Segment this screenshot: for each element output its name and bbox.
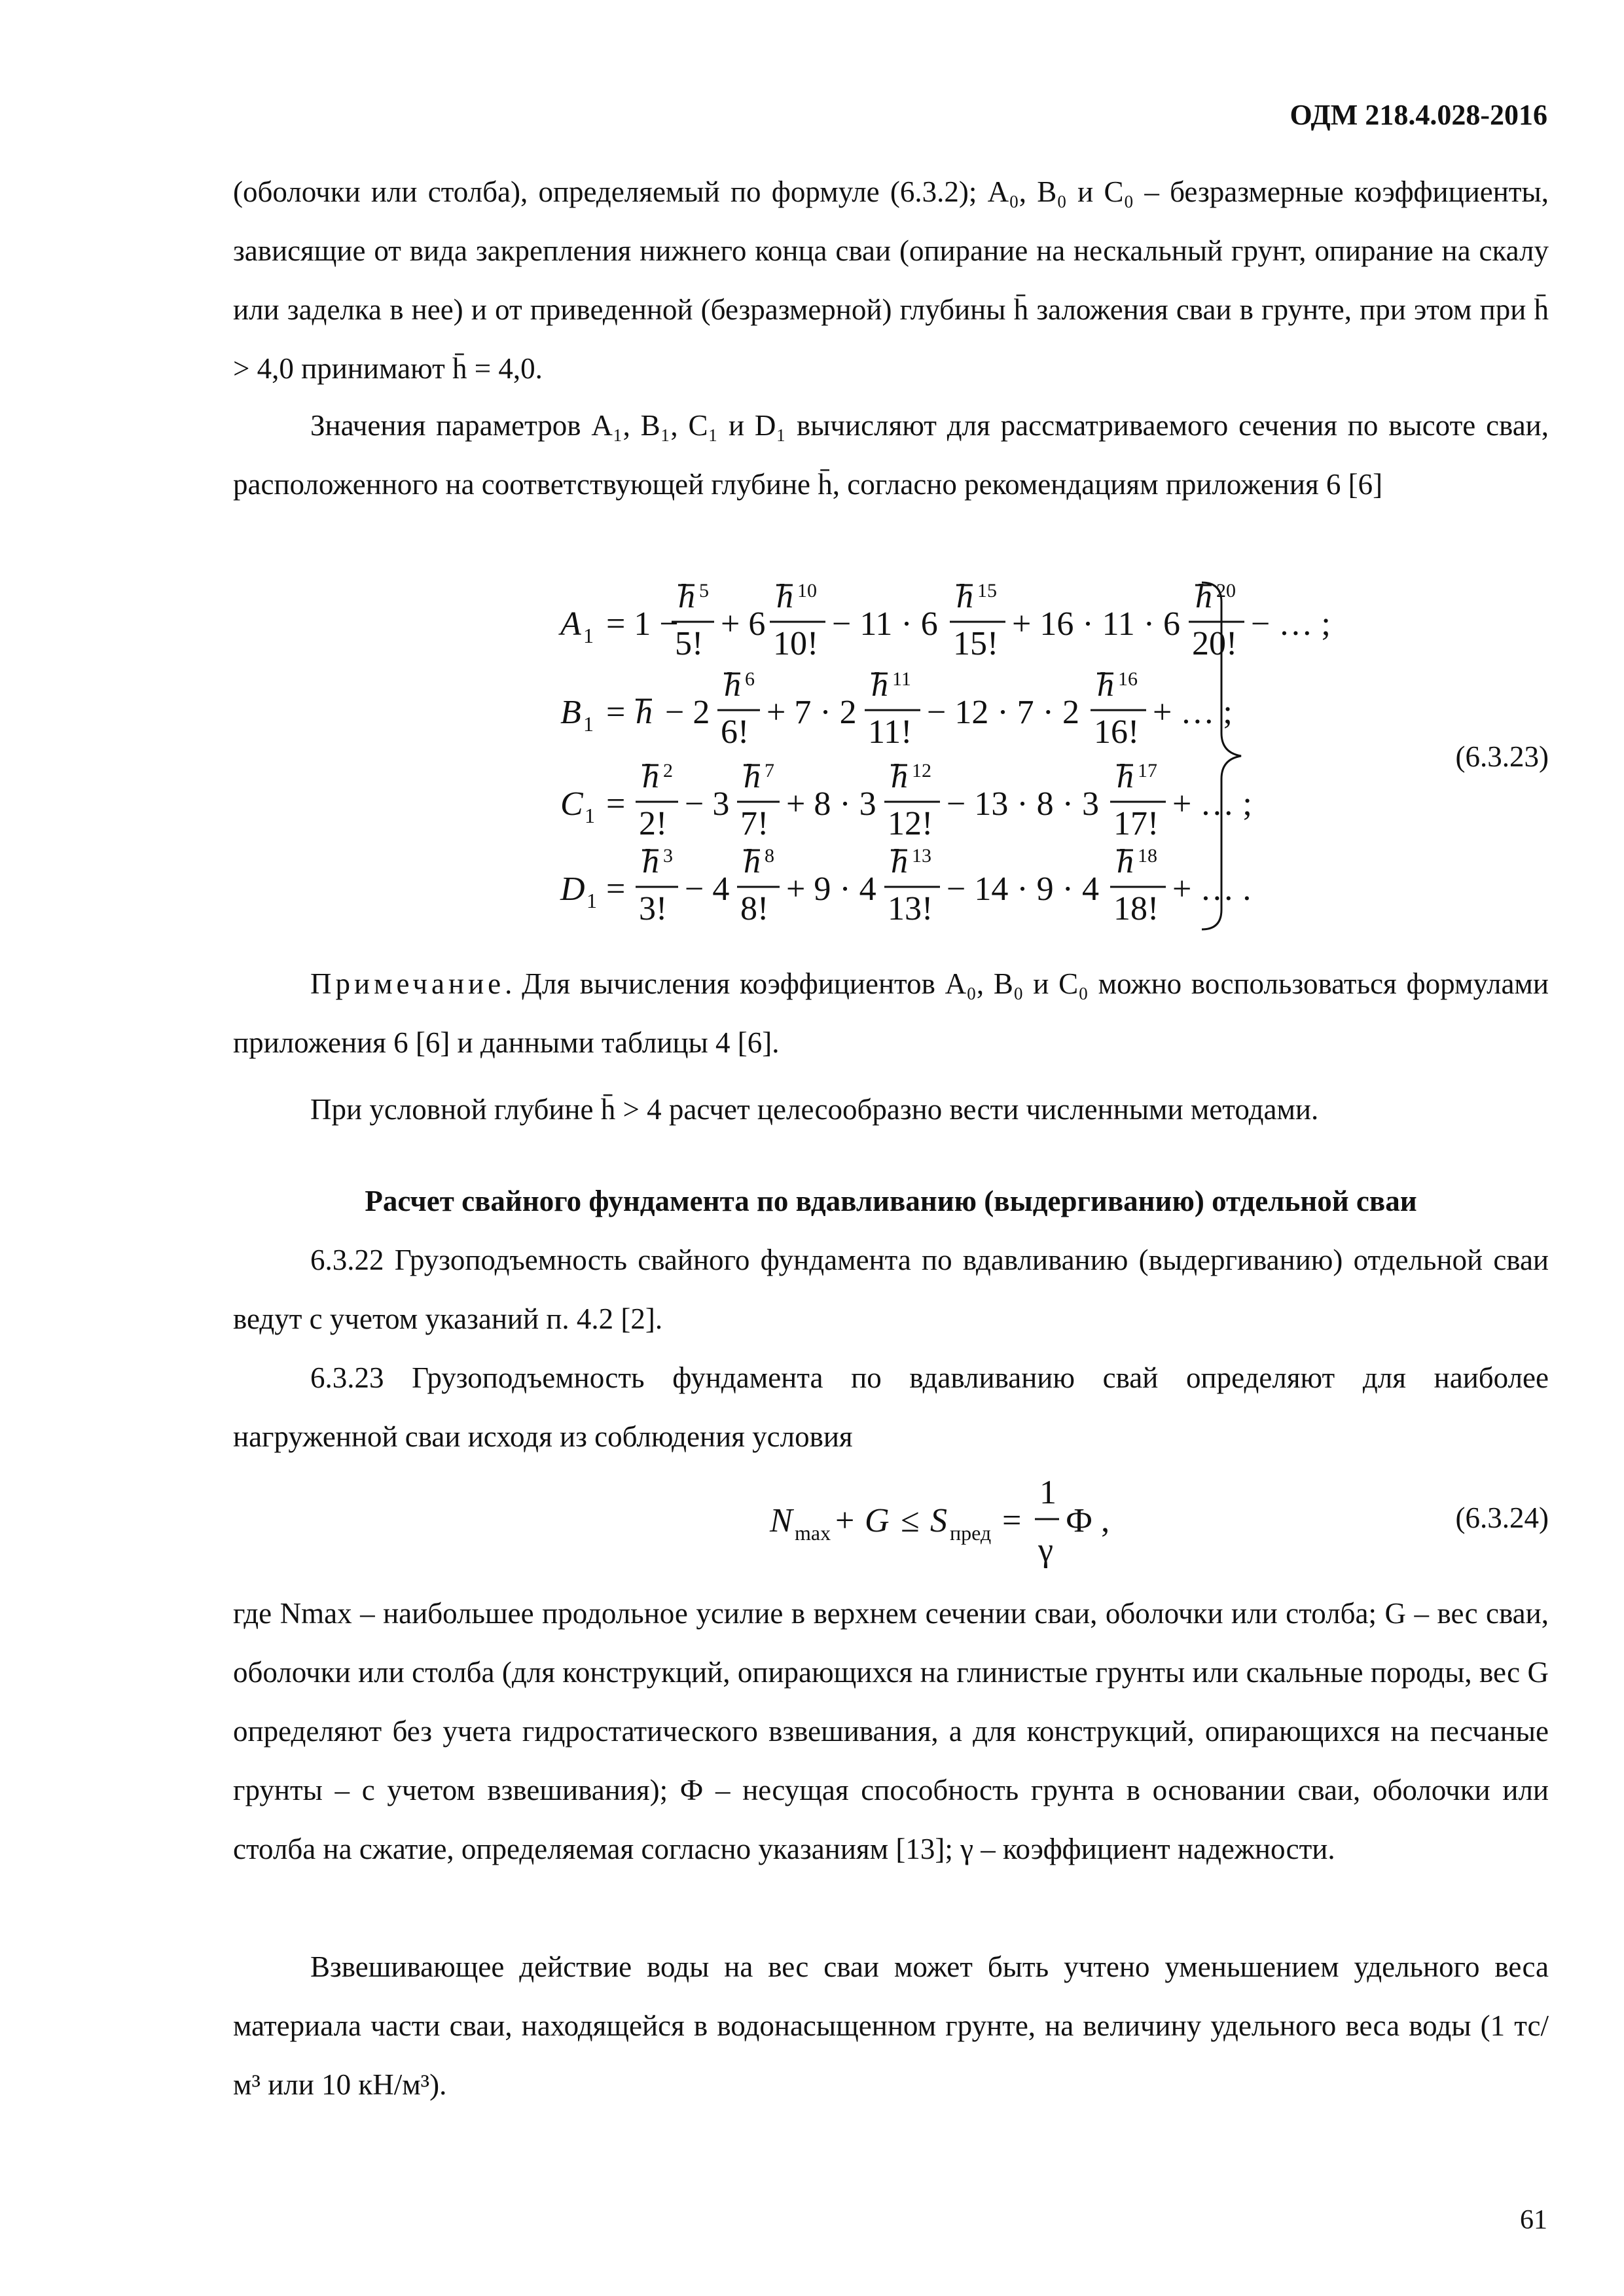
svg-text:2!: 2! bbox=[639, 805, 668, 842]
equation-number-6-3-23: (6.3.23) bbox=[1455, 740, 1549, 773]
paragraph-4 bbox=[233, 1230, 1549, 1348]
svg-text:10!: 10! bbox=[773, 625, 819, 662]
svg-text:пред: пред bbox=[950, 1521, 992, 1545]
note-paragraph bbox=[233, 954, 1549, 1072]
svg-text:A: A bbox=[560, 605, 581, 643]
svg-text:h: h bbox=[1097, 666, 1114, 704]
svg-text:h: h bbox=[956, 578, 973, 615]
page-number: 61 bbox=[1520, 2205, 1547, 2235]
svg-text:− 12 · 7 · 2: − 12 · 7 · 2 bbox=[927, 694, 1079, 731]
paragraph-2-text: Значения параметров A₁, B₁, C₁ и D₁ вычисляют для рассматриваемого сечения по высоте сваи, расположенного на соответствующей глубине h̄, согласно рекомендациям приложения 6 [6] bbox=[233, 409, 1549, 501]
note-label: Примечание bbox=[310, 967, 505, 1000]
paragraph-5-text: 6.3.23 Грузоподъемность фундамента по вдавливанию свай определяют для наиболее нагруженной сваи исходя из соблюдения условия bbox=[233, 1361, 1549, 1453]
svg-text:7!: 7! bbox=[740, 805, 769, 842]
svg-text:h: h bbox=[891, 843, 908, 880]
svg-text:12!: 12! bbox=[888, 805, 933, 842]
equation-6-3-24-svg bbox=[233, 1463, 1549, 1581]
svg-text:− 2: − 2 bbox=[665, 694, 710, 731]
svg-text:G: G bbox=[865, 1502, 890, 1539]
svg-text:11!: 11! bbox=[868, 713, 912, 751]
svg-text:1: 1 bbox=[586, 889, 597, 912]
svg-text:6!: 6! bbox=[721, 713, 749, 751]
svg-text:16: 16 bbox=[1118, 668, 1138, 690]
svg-text:18!: 18! bbox=[1113, 890, 1159, 927]
paragraph-3-text: При условной глубине h̄ > 4 расчет целесообразно вести численными методами. bbox=[310, 1093, 1319, 1126]
document-code: ОДМ 218.4.028-2016 bbox=[1290, 99, 1547, 131]
svg-text:17!: 17! bbox=[1113, 805, 1159, 842]
svg-text:1: 1 bbox=[585, 804, 595, 827]
svg-text:7: 7 bbox=[765, 760, 774, 781]
svg-text:+ … ;: + … ; bbox=[1153, 694, 1233, 731]
svg-text:h: h bbox=[636, 694, 653, 731]
paragraph-7 bbox=[233, 1937, 1549, 2114]
equation-d1 bbox=[560, 843, 1251, 927]
svg-text:6: 6 bbox=[745, 668, 755, 690]
svg-text:γ: γ bbox=[1038, 1532, 1053, 1569]
svg-text:=: = bbox=[1002, 1502, 1022, 1539]
svg-text:− 4: − 4 bbox=[685, 870, 730, 908]
svg-text:12: 12 bbox=[912, 760, 931, 781]
svg-text:+ … .: + … . bbox=[1172, 870, 1252, 908]
equation-a1 bbox=[558, 578, 1331, 662]
svg-text:h: h bbox=[1195, 578, 1212, 615]
svg-text:h: h bbox=[744, 843, 761, 880]
svg-text:h: h bbox=[642, 843, 659, 880]
svg-text:N: N bbox=[770, 1502, 793, 1539]
svg-text:S: S bbox=[930, 1502, 947, 1539]
svg-text:8!: 8! bbox=[740, 890, 769, 927]
svg-text:C: C bbox=[560, 785, 583, 823]
svg-text:+ … ;: + … ; bbox=[1172, 785, 1252, 823]
svg-text:h: h bbox=[871, 666, 888, 704]
equation-b1 bbox=[560, 666, 1233, 751]
svg-text:h: h bbox=[724, 666, 741, 704]
equation-6-3-23 bbox=[233, 576, 1549, 942]
svg-text:11: 11 bbox=[892, 668, 911, 690]
svg-text:h: h bbox=[1117, 843, 1134, 880]
note bbox=[233, 954, 1549, 1072]
svg-text:13: 13 bbox=[912, 845, 931, 867]
svg-text:10: 10 bbox=[797, 580, 817, 601]
paragraph-3 bbox=[233, 1080, 1549, 1139]
svg-text:18: 18 bbox=[1138, 845, 1157, 867]
svg-text:+ 9 · 4: + 9 · 4 bbox=[786, 870, 876, 908]
svg-text:1: 1 bbox=[583, 712, 594, 736]
equation-system-svg bbox=[233, 576, 1549, 942]
svg-text:− 11 · 6: − 11 · 6 bbox=[832, 605, 938, 643]
svg-text:h: h bbox=[678, 578, 695, 615]
svg-text:15: 15 bbox=[977, 580, 997, 601]
svg-text:+ 6: + 6 bbox=[721, 605, 766, 643]
svg-text:=: = bbox=[606, 785, 626, 823]
svg-text:+: + bbox=[835, 1502, 855, 1539]
svg-text:D: D bbox=[560, 870, 585, 908]
svg-text:1: 1 bbox=[583, 624, 594, 647]
svg-text:− … ;: − … ; bbox=[1251, 605, 1331, 643]
svg-text:h: h bbox=[776, 578, 793, 615]
svg-text:15!: 15! bbox=[953, 625, 999, 662]
svg-text:1: 1 bbox=[1039, 1474, 1056, 1511]
svg-text:16!: 16! bbox=[1094, 713, 1140, 751]
svg-text:= 1 −: = 1 − bbox=[606, 605, 679, 643]
svg-text:− 13 · 8 · 3: − 13 · 8 · 3 bbox=[947, 785, 1099, 823]
svg-text:5: 5 bbox=[699, 580, 709, 601]
paragraph-6 bbox=[233, 1584, 1549, 1878]
paragraph-4-text: 6.3.22 Грузоподъемность свайного фундамента по вдавливанию (выдергиванию) отдельной сваи ведут с учетом указаний п. 4.2 [2]. bbox=[233, 1244, 1549, 1335]
svg-text:20!: 20! bbox=[1192, 625, 1238, 662]
section-heading-text: Расчет свайного фундамента по вдавливанию (выдергиванию) отдельной сваи bbox=[365, 1185, 1417, 1217]
svg-text:+ 7 · 2: + 7 · 2 bbox=[767, 694, 857, 731]
svg-text:+ 8 · 3: + 8 · 3 bbox=[786, 785, 876, 823]
svg-text:3: 3 bbox=[663, 845, 673, 867]
svg-text:=: = bbox=[606, 694, 626, 731]
section-heading bbox=[233, 1172, 1549, 1230]
svg-text:max: max bbox=[795, 1521, 831, 1545]
paragraph-7-text: Взвешивающее действие воды на вес сваи может быть учтено уменьшением удельного веса материала части сваи, находящейся в водонасыщенном грунте, на величину удельного веса воды (1 тс/м³ или 10 кН/м³). bbox=[233, 1950, 1549, 2101]
equation-6-3-24 bbox=[233, 1463, 1549, 1581]
svg-text:≤: ≤ bbox=[901, 1502, 920, 1539]
svg-text:5!: 5! bbox=[675, 625, 704, 662]
svg-text:8: 8 bbox=[765, 845, 774, 867]
paragraph-1 bbox=[233, 162, 1549, 398]
svg-text:h: h bbox=[1117, 758, 1134, 795]
paragraph-1-text: (оболочки или столба), определяемый по формуле (6.3.2); A₀, B₀ и C₀ – безразмерные коэффициенты, зависящие от вида закрепления нижнего конца сваи (опирание на нескальный грунт, опирание на скалу или заделка в нее) и от приведенной (безразмерной) глубины h̄ заложения сваи в грунте, при этом при h̄ > 4,0 принимают h̄ = 4,0. bbox=[233, 175, 1549, 385]
svg-text:h: h bbox=[744, 758, 761, 795]
svg-text:Ф ,: Ф , bbox=[1066, 1502, 1110, 1539]
svg-text:2: 2 bbox=[663, 760, 673, 781]
paragraph-5 bbox=[233, 1348, 1549, 1466]
svg-text:h: h bbox=[891, 758, 908, 795]
svg-text:+ 16 · 11 · 6: + 16 · 11 · 6 bbox=[1012, 605, 1181, 643]
paragraph-6-text: где Nmax – наибольшее продольное усилие в верхнем сечении сваи, оболочки или столба; G – вес сваи, оболочки или столба (для конструкций, опирающихся на глинистые грунты или скальные породы, вес G определяют без учета гидростатического взвешивания, а для конструкций, опирающихся на песчаные грунты – с учетом взвешивания); Ф – несущая способность грунта в основании сваи, оболочки или столба на сжатие, определяемая согласно указаниям [13]; γ – коэффициент надежности. bbox=[233, 1597, 1549, 1865]
equation-number-6-3-24: (6.3.24) bbox=[1455, 1501, 1549, 1534]
svg-text:3!: 3! bbox=[639, 890, 668, 927]
svg-text:− 3: − 3 bbox=[685, 785, 730, 823]
paragraph-2 bbox=[233, 396, 1549, 514]
svg-text:h: h bbox=[642, 758, 659, 795]
note-text: . Для вычисления коэффициентов A₀, B₀ и C₀ можно воспользоваться формулами приложения 6 [6] и данными таблицы 4 [6]. bbox=[233, 967, 1549, 1059]
svg-text:20: 20 bbox=[1216, 580, 1236, 601]
svg-text:=: = bbox=[606, 870, 626, 908]
svg-text:17: 17 bbox=[1138, 760, 1157, 781]
svg-text:− 14 · 9 · 4: − 14 · 9 · 4 bbox=[947, 870, 1099, 908]
svg-text:B: B bbox=[560, 694, 581, 731]
equation-c1 bbox=[560, 758, 1252, 842]
svg-text:13!: 13! bbox=[888, 890, 933, 927]
